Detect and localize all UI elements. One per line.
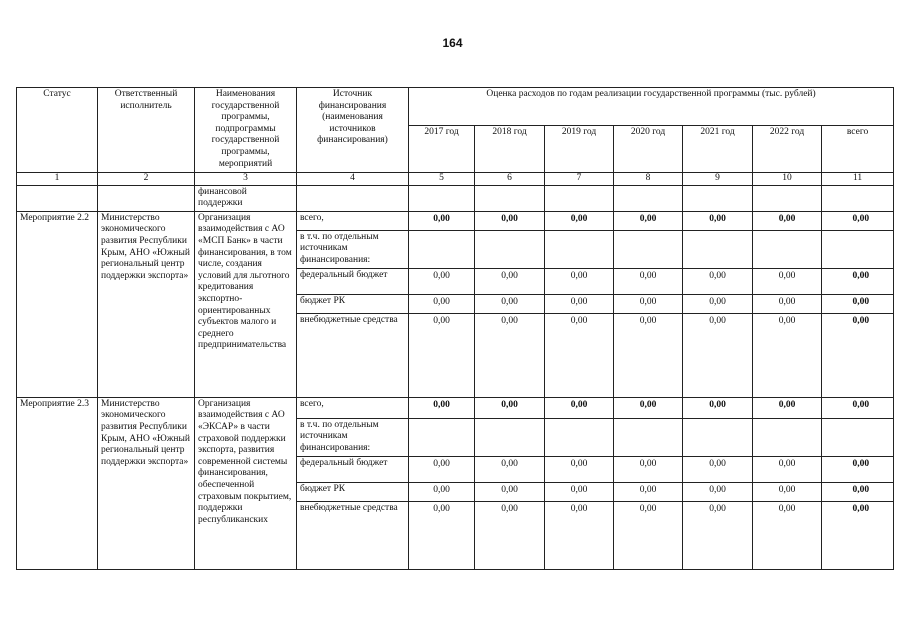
header-program: Наименования государственной программы, подпрограммы государственной программы, мероприятий xyxy=(195,88,297,173)
total-value-cell: 0,00 xyxy=(822,211,894,230)
source-rk: бюджет РК xyxy=(297,294,409,313)
value-cell: 0,00 xyxy=(545,482,614,501)
total-value-cell: 0,00 xyxy=(822,501,894,569)
value-cell: 0,00 xyxy=(545,211,614,230)
source-extra: внебюджетные средства xyxy=(297,313,409,397)
value-cell: 0,00 xyxy=(545,313,614,397)
value-cell: 0,00 xyxy=(475,268,545,294)
continuation-text: финансовой поддержки xyxy=(195,185,297,211)
value-cell: 0,00 xyxy=(614,211,683,230)
program-cell: Организация взаимодействия с АО «МСП Банк» в части финансирования, в том числе, создания условий для льготного кредитования экспортно-ориентированных субъектов малого и среднего предпринимательства xyxy=(195,211,297,397)
total-value-cell: 0,00 xyxy=(822,397,894,418)
value-cell: 0,00 xyxy=(475,211,545,230)
value-cell: 0,00 xyxy=(409,211,475,230)
value-cell: 0,00 xyxy=(614,268,683,294)
budget-table xyxy=(16,87,894,570)
value-cell: 0,00 xyxy=(753,313,822,397)
table-row xyxy=(17,397,894,418)
source-total: всего, xyxy=(297,211,409,230)
column-number: 6 xyxy=(475,173,545,186)
column-number: 7 xyxy=(545,173,614,186)
column-number-row xyxy=(17,173,894,186)
value-cell: 0,00 xyxy=(409,294,475,313)
source-extra: внебюджетные средства xyxy=(297,501,409,569)
value-cell: 0,00 xyxy=(475,482,545,501)
header-executor: Ответственный исполнитель xyxy=(98,88,195,173)
value-cell: 0,00 xyxy=(475,501,545,569)
value-cell: 0,00 xyxy=(409,268,475,294)
header-year-2018: 2018 год xyxy=(475,126,545,173)
source-incl: в т.ч. по отдельным источникам финансирования: xyxy=(297,418,409,456)
value-cell: 0,00 xyxy=(409,482,475,501)
header-estimate: Оценка расходов по годам реализации государственной программы (тыс. рублей) xyxy=(409,88,894,126)
value-cell: 0,00 xyxy=(614,501,683,569)
value-cell: 0,00 xyxy=(614,482,683,501)
source-rk: бюджет РК xyxy=(297,482,409,501)
value-cell: 0,00 xyxy=(409,456,475,482)
column-number: 9 xyxy=(683,173,753,186)
value-cell: 0,00 xyxy=(614,313,683,397)
value-cell: 0,00 xyxy=(753,268,822,294)
value-cell: 0,00 xyxy=(545,397,614,418)
value-cell: 0,00 xyxy=(475,313,545,397)
executor-cell: Министерство экономического развития Республики Крым, АНО «Южный региональный центр поддержки экспорта» xyxy=(98,211,195,397)
value-cell: 0,00 xyxy=(683,211,753,230)
value-cell: 0,00 xyxy=(545,294,614,313)
value-cell: 0,00 xyxy=(409,313,475,397)
value-cell: 0,00 xyxy=(753,482,822,501)
value-cell: 0,00 xyxy=(683,501,753,569)
total-value-cell: 0,00 xyxy=(822,268,894,294)
column-number: 5 xyxy=(409,173,475,186)
total-value-cell: 0,00 xyxy=(822,313,894,397)
source-federal: федеральный бюджет xyxy=(297,268,409,294)
header-status: Статус xyxy=(17,88,98,173)
value-cell: 0,00 xyxy=(475,294,545,313)
program-cell: Организация взаимодействия с АО «ЭКСАР» в части страховой поддержки экспорта, развития современной системы финансирования, обеспеченной страховым покрытием, поддержки республиканских xyxy=(195,397,297,569)
column-number: 1 xyxy=(17,173,98,186)
total-value-cell: 0,00 xyxy=(822,456,894,482)
continuation-row xyxy=(17,185,894,211)
value-cell: 0,00 xyxy=(683,294,753,313)
value-cell: 0,00 xyxy=(683,456,753,482)
column-number: 4 xyxy=(297,173,409,186)
total-value-cell: 0,00 xyxy=(822,482,894,501)
value-cell: 0,00 xyxy=(409,397,475,418)
value-cell: 0,00 xyxy=(753,294,822,313)
column-number: 10 xyxy=(753,173,822,186)
source-incl: в т.ч. по отдельным источникам финансирования: xyxy=(297,230,409,268)
value-cell: 0,00 xyxy=(683,397,753,418)
value-cell: 0,00 xyxy=(614,397,683,418)
value-cell: 0,00 xyxy=(753,501,822,569)
value-cell: 0,00 xyxy=(545,268,614,294)
value-cell: 0,00 xyxy=(475,456,545,482)
header-source: Источник финансирования (наименования источников финансирования) xyxy=(297,88,409,173)
header-year-2021: 2021 год xyxy=(683,126,753,173)
executor-cell: Министерство экономического развития Республики Крым, АНО «Южный региональный центр поддержки экспорта» xyxy=(98,397,195,569)
value-cell: 0,00 xyxy=(683,268,753,294)
header-year-2019: 2019 год xyxy=(545,126,614,173)
source-total: всего, xyxy=(297,397,409,418)
header-year-2020: 2020 год xyxy=(614,126,683,173)
value-cell: 0,00 xyxy=(753,211,822,230)
header-year-2017: 2017 год xyxy=(409,126,475,173)
value-cell: 0,00 xyxy=(753,397,822,418)
column-number: 11 xyxy=(822,173,894,186)
value-cell: 0,00 xyxy=(545,456,614,482)
table-row xyxy=(17,211,894,230)
status-cell: Мероприятие 2.3 xyxy=(17,397,98,569)
value-cell: 0,00 xyxy=(475,397,545,418)
value-cell: 0,00 xyxy=(683,313,753,397)
column-number: 3 xyxy=(195,173,297,186)
column-number: 8 xyxy=(614,173,683,186)
value-cell: 0,00 xyxy=(614,456,683,482)
page-number: 164 xyxy=(442,36,463,50)
status-cell: Мероприятие 2.2 xyxy=(17,211,98,397)
value-cell: 0,00 xyxy=(409,501,475,569)
source-federal: федеральный бюджет xyxy=(297,456,409,482)
total-value-cell: 0,00 xyxy=(822,294,894,313)
value-cell: 0,00 xyxy=(614,294,683,313)
column-number: 2 xyxy=(98,173,195,186)
value-cell: 0,00 xyxy=(683,482,753,501)
value-cell: 0,00 xyxy=(545,501,614,569)
value-cell: 0,00 xyxy=(753,456,822,482)
header-total: всего xyxy=(822,126,894,173)
header-year-2022: 2022 год xyxy=(753,126,822,173)
